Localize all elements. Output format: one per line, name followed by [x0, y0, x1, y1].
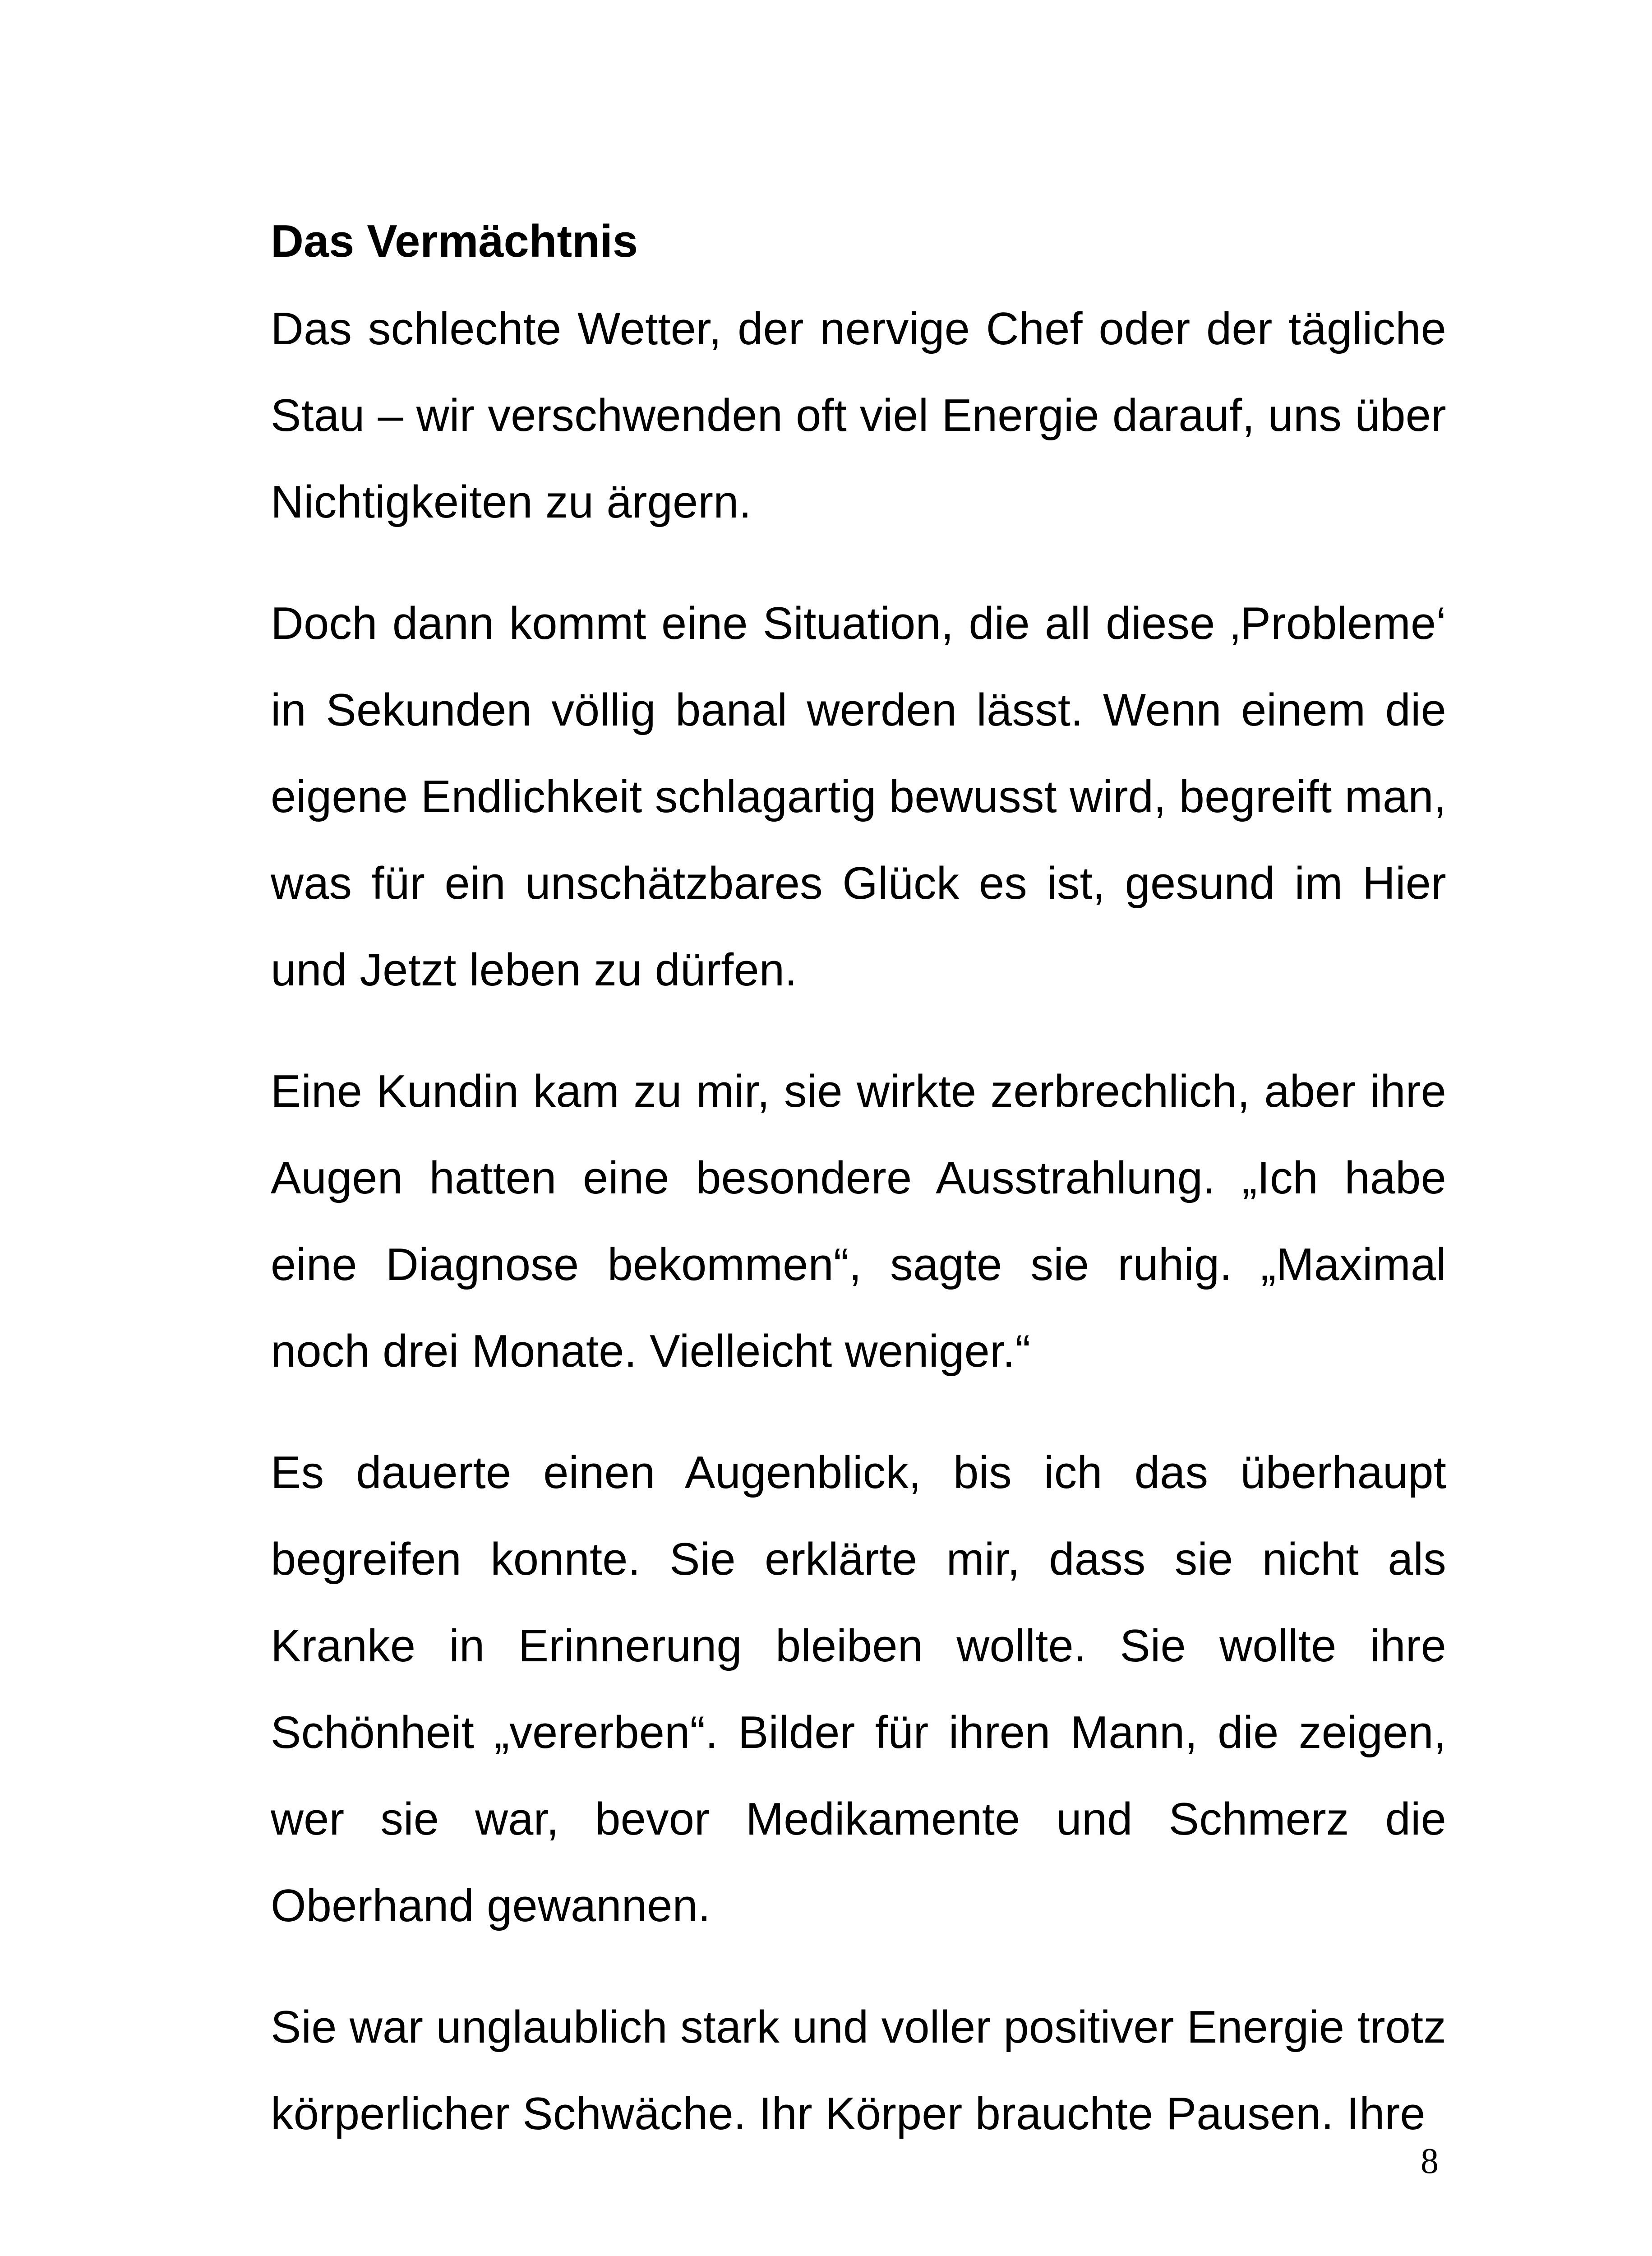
page-number: 8 [1421, 2141, 1439, 2181]
paragraph: Eine Kundin kam zu mir, sie wirkte zerbrechlich, aber ihre Augen hatten eine besondere Ausstrahlung. „Ich habe eine Diagnose bekommen“, sagte sie ruhig. „Maximal noch drei Monate. Vielleicht weniger.“ [271, 1066, 1446, 1377]
paragraph: Das schlechte Wetter, der nervige Chef oder der tägliche Stau – wir verschwenden oft viel Energie darauf, uns über Nichtigkeiten zu ärgern. [271, 304, 1446, 527]
page-content [271, 205, 1446, 2192]
paragraph: Doch dann kommt eine Situation, die all diese ‚Probleme‘ in Sekunden völlig banal werden lässt. Wenn einem die eigene Endlichkeit schlagartig bewusst wird, begreift man, was für ein unschätzbares Glück es ist, gesund im Hier und Jetzt leben zu dürfen. [271, 598, 1446, 995]
paragraph: Es dauerte einen Augenblick, bis ich das überhaupt begreifen konnte. Sie erklärte mir, dass sie nicht als Kranke in Erinnerung bleiben wollte. Sie wollte ihre Schönheit „vererben“. Bilder für ihren Mann, die zeigen, wer sie war, bevor Medikamente und Schmerz die Oberhand gewannen. [271, 1447, 1446, 1931]
section-heading: Das Vermächtnis [271, 216, 638, 267]
paragraph: Sie war unglaublich stark und voller positiver Energie trotz körperlicher Schwäche. Ihr Körper brauchte Pausen. Ihre [271, 2002, 1446, 2139]
